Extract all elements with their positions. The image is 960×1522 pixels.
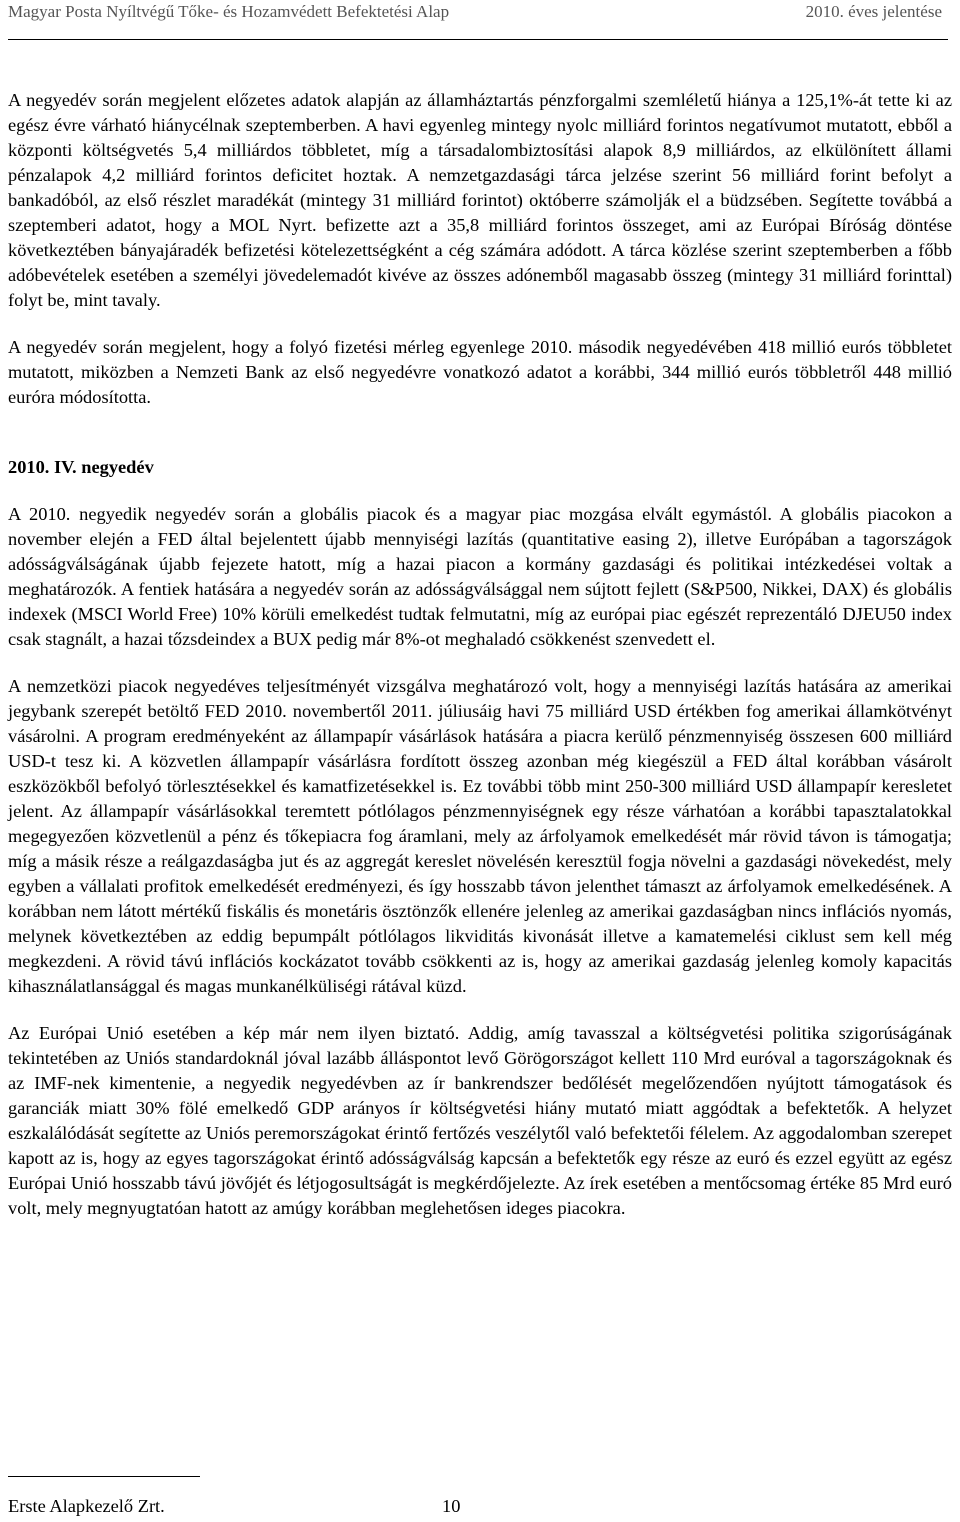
paragraph-fed-easing: A nemzetközi piacok negyedéves teljesítményét vizsgálva meghatározó volt, hogy a mennyiségi lazítás hatására az amerikai jegybank szerepét betöltő FED 2010. novembertől 2011. júliusáig havi 75 milliárd USD értékben fog amerikai államkötvényt vásárolni. A program eredményeként az állampapír vásárlások hatására a piacra kerülő pénzmennyiség összesen 600 milliárd USD-t tesz ki. A közvetlen állampapír vásárlásra fordított összeg azonban még kiegészül a FED által korábban vásárolt eszközökből befolyó törlesztésekkel és kamatfizetésekkel is. Ez további több mint 250-300 milliárd USD állampapír keresletet jelent. Az állampapír vásárlásokkal teremtett pótlólagos pénzmennyiségnek egy része várhatóan a korábbi tapasztalatokkal megegyezően közvetlenül a pénz és tőkepiacra fog áramlani, mely az árfolyamok emelkedését már rövid távon is támogatja; míg a másik része a reálgazdaságba jut és az aggregát kereslet növelésén keresztül fogja növelni a gazdasági növekedést, mely egyben a vállalati profitok emelkedését eredményezi, és így hosszabb távon jelenthet támaszt az árfolyamok emelkedésének. A korábban nem látott mértékű fiskális és monetáris ösztönzők ellenére jelenleg az amerikai gazdaságban nincs inflációs nyomás, melynek következtében az eddig bepumpált pótlólagos likviditás kivonását illetve a kamatemelési ciklust sem kell még megkezdeni. A rövid távú inflációs kockázatot tovább csökkenti az is, hogy az amerikai gazdaság jelenleg komoly kapacitás kihasználatlansággal és magas munkanélküliségi rátával küzd. [8, 676, 952, 996]
paragraph-spacer [8, 999, 952, 1021]
paragraph-current-account: A negyedév során megjelent, hogy a folyó fizetési mérleg egyenlege 2010. második negyedévében 418 millió eurós többletet mutatott, miközben a Nemzeti Bank az első negyedévre vonatkozó adatot a korábbi, 344 millió eurós többletről 448 millió euróra módosította. [8, 337, 952, 407]
footer-divider [8, 1476, 200, 1477]
paragraph-global-markets: A 2010. negyedik negyedév során a globális piacok és a magyar piac mozgása elvált egymástól. A globális piacokon a november elején a FED által bejelentett újabb mennyiségi lazítás (quantitative easing 2), illetve Európában a tagországok adósságválságának újabb fejezete hatott, míg a hazai piacon a kormány gazdasági és politikai intézkedései voltak a meghatározók. A fentiek hatására a negyedév során az adósságválsággal nem sújtott fejlett (S&P500, Nikkei, DAX) és globális indexek (MSCI World Free) 10% körüli emelkedést tudtak felmutatni, míg az európai piac egészét reprezentáló DJEU50 index csak stagnált, a hazai tőzsdeindex a BUX pedig már 8%-ot meghaladó csökkenést szenvedett el. [8, 504, 952, 649]
section-heading: 2010. IV. negyedév [8, 457, 154, 477]
document-body [8, 88, 952, 1221]
header-divider [8, 39, 948, 40]
page-number: 10 [442, 1496, 461, 1516]
report-title: 2010. éves jelentése [805, 2, 942, 21]
footer-company: Erste Alapkezelő Zrt. [8, 1496, 165, 1516]
running-header [0, 0, 960, 40]
paragraph-spacer [8, 313, 952, 335]
paragraph-spacer [8, 652, 952, 674]
section-spacer [8, 410, 952, 455]
fund-name: Magyar Posta Nyíltvégű Tőke- és Hozamvédett Befektetési Alap [8, 2, 450, 21]
paragraph-spacer [8, 480, 952, 502]
paragraph-budget-deficit: A negyedév során megjelent előzetes adatok alapján az államháztartás pénzforgalmi szemléletű hiánya a 125,1%-át tette ki az egész évre várható hiánycélnak szeptemberben. A havi egyenleg mintegy nyolc milliárd forintos negatívumot mutatott, ebből a központi költségvetés 5,4 milliárdos többletet, míg a társadalombiztosítási alapok 8,9 milliárdos, az elkülönített állami pénzalapok 4,2 milliárd forintos deficitet hoztak. A nemzetgazdasági tárca jelzése szerint 56 milliárd forint befolyt a bankadóból, az első részlet maradékát (mintegy 31 milliárd forintot) októberre számolják el a büdzsében. Segítette továbbá a szeptemberi adatot, hogy a MOL Nyrt. befizette azt a 35,8 milliárd forintos összeget, ami az Európai Bíróság döntése következtében bányajáradék befizetési kötelezettségként a cég számára adódott. A tárca közlése szerint szeptemberben a főbb adóbevételek esetében a személyi jövedelemadót kivéve az összes adónemből magasabb összeg (mintegy 31 milliárd forinttal) folyt be, mint tavaly. [8, 90, 952, 310]
paragraph-european-union: Az Európai Unió esetében a kép már nem ilyen biztató. Addig, amíg tavasszal a költségvetési politika szigorúságának tekintetében az Uniós standardoknál jóval lazább álláspontot levő Görögországot kellett 110 Mrd euróval a tagországoknak és az IMF-nek kimentenie, a negyedik negyedévben az ír bankrendszer bedőlését megelőzendően nyújtott támogatások és garanciák miatt 30% fölé emelkedő GDP arányos ír költségvetési hiány mutató miatt aggódtak a befektetők. A helyzet eszkalálódását segítette az Uniós peremországokat érintő fertőzés veszélytől való befektetői félelem. Az aggodalomban szerepet kapott az is, hogy az egyes tagországokat érintő adósságválság kapcsán a befektetők egy része az euró és ezzel együtt az egész Európai Unió hosszabb távú jövőjét és létjogosultságát is megkérdőjelezte. Az írek esetében a mentőcsomag értéke 85 Mrd euró volt, mely megnyugtatóan hatott az amúgy korábban meglehetősen ideges piacokra. [8, 1023, 952, 1218]
